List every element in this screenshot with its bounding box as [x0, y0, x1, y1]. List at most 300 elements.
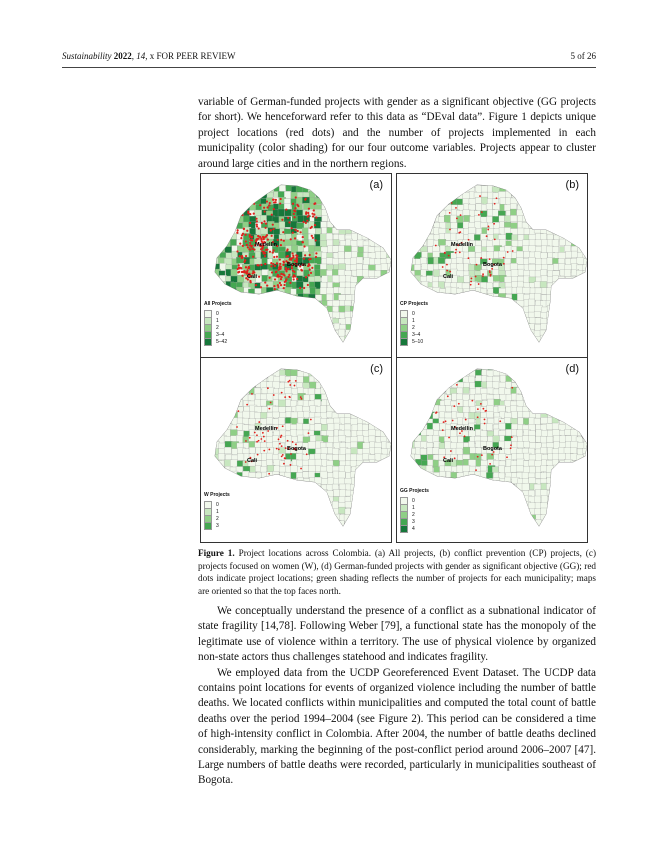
municipality	[529, 365, 535, 371]
municipality	[286, 436, 292, 442]
municipality	[565, 466, 572, 473]
project-dot	[238, 271, 240, 273]
municipality	[230, 491, 238, 498]
municipality	[583, 484, 587, 492]
municipality	[296, 526, 304, 533]
project-dot	[295, 257, 297, 259]
municipality	[304, 519, 311, 525]
municipality	[362, 424, 368, 431]
panel-label-c: (c)	[370, 363, 383, 375]
municipality	[225, 210, 231, 217]
municipality	[524, 527, 531, 533]
municipality	[382, 526, 389, 532]
municipality	[273, 519, 281, 526]
municipality	[218, 460, 224, 468]
municipality	[427, 478, 434, 484]
municipality	[213, 473, 220, 480]
municipality	[564, 269, 570, 276]
municipality	[560, 223, 568, 230]
municipality	[564, 205, 571, 212]
municipality	[432, 277, 438, 283]
municipality	[208, 419, 214, 427]
municipality	[260, 348, 267, 355]
project-dot	[470, 278, 472, 280]
municipality	[542, 210, 549, 217]
municipality	[464, 293, 471, 300]
municipality	[559, 204, 567, 210]
municipality	[244, 513, 252, 521]
municipality	[571, 311, 578, 318]
municipality	[363, 209, 369, 217]
municipality	[351, 186, 357, 194]
municipality	[261, 508, 268, 516]
municipality	[464, 313, 471, 320]
municipality	[457, 507, 464, 513]
municipality	[582, 407, 587, 415]
municipality	[439, 495, 445, 502]
municipality	[214, 400, 221, 407]
municipality	[456, 234, 463, 241]
municipality	[499, 531, 505, 539]
municipality	[219, 399, 226, 405]
municipality	[415, 281, 421, 287]
municipality	[333, 198, 340, 204]
municipality	[576, 490, 583, 496]
municipality	[511, 342, 519, 350]
municipality	[566, 251, 572, 258]
municipality	[564, 330, 571, 338]
municipality	[420, 472, 428, 478]
municipality	[381, 330, 388, 336]
municipality	[571, 288, 579, 295]
municipality	[296, 508, 303, 515]
municipality	[248, 479, 255, 487]
municipality	[273, 349, 280, 356]
project-dot	[459, 432, 461, 434]
municipality	[278, 324, 286, 330]
project-dot	[454, 457, 456, 459]
municipality	[583, 205, 587, 211]
project-dot	[290, 259, 292, 261]
municipality	[356, 472, 363, 480]
municipality	[445, 293, 451, 301]
municipality	[528, 382, 535, 389]
municipality	[440, 324, 446, 332]
municipality	[518, 508, 526, 516]
city-label: Medellin	[255, 426, 278, 432]
municipality	[266, 343, 273, 350]
project-dot	[260, 264, 262, 266]
municipality	[219, 369, 225, 376]
municipality	[408, 187, 414, 195]
municipality	[304, 513, 312, 521]
municipality	[565, 343, 572, 350]
municipality	[351, 215, 357, 223]
municipality	[358, 520, 365, 528]
municipality	[450, 485, 457, 491]
municipality	[518, 371, 524, 378]
legend-title-a: All Projects	[204, 301, 232, 307]
municipality	[236, 491, 242, 499]
municipality	[237, 525, 244, 532]
municipality	[559, 407, 566, 413]
municipality	[516, 317, 523, 323]
municipality	[285, 496, 292, 503]
municipality	[250, 312, 256, 318]
municipality	[463, 497, 470, 504]
municipality	[570, 192, 577, 199]
municipality	[487, 526, 495, 533]
project-dot	[465, 419, 467, 421]
municipality	[499, 251, 506, 258]
municipality	[368, 281, 376, 289]
municipality	[559, 331, 565, 338]
municipality	[450, 306, 458, 313]
municipality	[439, 514, 445, 522]
legend-label: 5–10	[412, 338, 424, 345]
municipality	[577, 424, 584, 431]
municipality	[559, 387, 566, 395]
municipality	[493, 497, 500, 504]
municipality	[404, 413, 412, 419]
municipality	[577, 240, 584, 248]
municipality	[517, 335, 524, 343]
project-dot	[237, 229, 239, 231]
municipality	[534, 222, 540, 230]
municipality	[386, 388, 391, 394]
municipality	[386, 199, 391, 207]
municipality	[475, 300, 481, 308]
municipality	[314, 312, 320, 319]
municipality	[578, 477, 584, 484]
municipality	[518, 329, 525, 336]
project-dot	[266, 200, 268, 202]
municipality	[547, 436, 553, 443]
municipality	[272, 412, 279, 418]
municipality	[267, 509, 275, 516]
municipality	[326, 387, 334, 393]
municipality	[427, 307, 434, 313]
municipality	[254, 508, 261, 515]
municipality	[273, 515, 279, 523]
municipality	[225, 371, 231, 378]
municipality	[410, 179, 418, 186]
project-dot	[240, 237, 242, 239]
municipality	[546, 227, 552, 234]
municipality	[381, 239, 387, 246]
municipality	[338, 187, 345, 194]
municipality	[242, 341, 249, 348]
municipality	[268, 496, 276, 504]
municipality	[212, 405, 219, 413]
municipality	[261, 299, 267, 306]
municipality	[322, 313, 329, 320]
municipality	[427, 204, 435, 212]
project-dot	[494, 238, 496, 240]
municipality	[535, 199, 542, 205]
municipality	[529, 370, 537, 378]
municipality	[566, 209, 573, 217]
municipality	[297, 306, 305, 312]
project-dot	[284, 396, 286, 398]
legend-label: 1	[216, 508, 219, 515]
municipality	[352, 532, 360, 539]
running-header: Sustainability 2022, 14, x FOR PEER REVIEW 5 of 26	[62, 51, 596, 61]
municipality	[426, 531, 434, 538]
municipality	[268, 532, 275, 539]
municipality	[351, 370, 358, 376]
project-dot	[304, 254, 306, 256]
municipality	[530, 203, 538, 210]
municipality	[547, 181, 554, 189]
municipality	[350, 377, 357, 384]
municipality	[326, 288, 333, 294]
municipality	[408, 210, 416, 217]
project-dot	[266, 248, 268, 250]
municipality	[439, 489, 446, 495]
municipality	[279, 343, 287, 349]
municipality	[427, 209, 434, 216]
municipality	[250, 336, 257, 343]
project-dot	[282, 454, 284, 456]
municipality	[363, 228, 369, 236]
municipality	[517, 210, 525, 216]
project-dot	[283, 274, 285, 276]
municipality	[566, 287, 573, 294]
municipality	[213, 419, 220, 425]
municipality	[421, 203, 428, 210]
municipality	[339, 221, 345, 228]
municipality	[444, 515, 451, 522]
municipality	[534, 186, 541, 193]
municipality	[268, 336, 275, 342]
municipality	[248, 395, 255, 401]
municipality	[381, 520, 388, 527]
municipality	[512, 371, 520, 377]
municipality	[505, 348, 512, 356]
municipality	[546, 363, 552, 369]
municipality	[374, 502, 382, 508]
municipality	[230, 460, 237, 467]
project-dot	[287, 276, 289, 278]
paragraph-1-text: variable of German-funded projects with gender as a significant objective (GG projects for short). We henceforward refer to this data as “DEval data”. Figure 1 depicts unique project locations (red dots) and the number of projects implemented in each municipality (color shading) for our four outcome variables. Projects appear to cluster around large cities and in the northern regions.	[198, 96, 596, 170]
municipality	[577, 258, 585, 265]
municipality	[243, 364, 251, 372]
municipality	[414, 394, 421, 401]
municipality	[481, 186, 488, 192]
municipality	[402, 465, 410, 473]
municipality	[564, 300, 570, 307]
municipality	[529, 222, 537, 229]
municipality	[242, 204, 250, 211]
municipality	[267, 179, 274, 186]
municipality	[481, 324, 489, 332]
project-dot	[285, 278, 287, 280]
project-dot	[308, 432, 310, 434]
municipality	[547, 306, 554, 312]
project-dot	[309, 254, 311, 256]
municipality	[208, 425, 215, 433]
municipality	[340, 393, 346, 399]
municipality	[220, 479, 228, 486]
municipality	[357, 187, 365, 194]
municipality	[321, 527, 328, 535]
municipality	[387, 293, 391, 299]
municipality	[315, 502, 321, 509]
municipality	[427, 395, 435, 403]
project-dot	[272, 224, 274, 226]
municipality	[224, 382, 230, 388]
municipality	[458, 370, 466, 377]
municipality	[582, 325, 587, 333]
municipality	[583, 319, 587, 326]
municipality	[376, 376, 383, 383]
municipality	[571, 375, 579, 382]
municipality	[420, 478, 428, 485]
municipality	[352, 294, 358, 301]
municipality	[456, 288, 462, 296]
municipality	[583, 216, 587, 223]
municipality	[547, 342, 555, 349]
municipality	[352, 300, 359, 307]
municipality	[492, 503, 499, 511]
legend-label: 3–4	[412, 331, 421, 338]
municipality	[462, 180, 469, 186]
municipality	[439, 331, 447, 337]
municipality	[481, 479, 489, 486]
municipality	[560, 400, 568, 408]
municipality	[314, 484, 321, 492]
municipality	[387, 454, 391, 460]
municipality	[219, 217, 227, 223]
municipality	[528, 336, 535, 343]
municipality	[219, 389, 225, 397]
municipality	[446, 331, 454, 337]
municipality	[242, 471, 249, 479]
municipality	[440, 347, 448, 354]
project-dot	[286, 256, 288, 258]
municipality	[410, 198, 416, 205]
municipality	[242, 519, 249, 525]
municipality	[298, 348, 306, 355]
legend-label: 0	[216, 310, 219, 317]
municipality	[463, 508, 471, 515]
project-dot	[292, 441, 294, 443]
municipality	[381, 288, 388, 296]
municipality	[422, 264, 428, 271]
municipality	[481, 521, 487, 528]
municipality	[232, 365, 239, 372]
municipality	[322, 276, 329, 283]
municipality	[486, 424, 492, 431]
legend-swatch	[400, 338, 408, 346]
municipality	[559, 301, 566, 307]
municipality	[338, 435, 346, 441]
municipality	[332, 269, 338, 275]
municipality	[558, 394, 566, 401]
city-label: Bogota	[287, 262, 306, 268]
municipality	[231, 527, 238, 533]
project-dot	[312, 215, 314, 217]
municipality	[577, 193, 584, 200]
municipality	[297, 342, 305, 349]
municipality	[469, 472, 475, 479]
municipality	[565, 192, 571, 200]
header-rule	[62, 67, 596, 68]
municipality	[314, 347, 320, 353]
project-dot	[256, 224, 258, 226]
municipality	[213, 293, 219, 300]
city-label: Bogota	[287, 446, 306, 452]
municipality	[344, 205, 351, 212]
municipality	[421, 221, 428, 227]
project-dot	[490, 274, 492, 276]
municipality	[433, 489, 440, 496]
municipality	[364, 514, 371, 521]
municipality	[339, 383, 346, 390]
project-dot	[251, 239, 253, 241]
municipality	[267, 489, 274, 496]
municipality	[261, 484, 267, 492]
municipality	[475, 490, 482, 496]
project-dot	[256, 225, 258, 227]
project-dot	[312, 237, 314, 239]
municipality	[339, 377, 346, 385]
municipality	[387, 467, 391, 474]
municipality	[427, 370, 435, 377]
municipality	[486, 513, 493, 520]
municipality	[415, 424, 421, 431]
project-dot	[284, 457, 286, 459]
municipality	[518, 496, 526, 503]
municipality	[506, 485, 513, 492]
municipality	[356, 282, 362, 288]
project-dot	[245, 234, 247, 236]
project-dot	[486, 235, 488, 237]
municipality	[534, 389, 542, 396]
municipality	[314, 532, 321, 539]
municipality	[493, 520, 499, 527]
project-dot	[258, 276, 260, 278]
municipality	[433, 496, 441, 502]
municipality	[388, 318, 391, 325]
municipality	[566, 317, 573, 325]
municipality	[402, 389, 409, 396]
municipality	[553, 185, 560, 191]
project-dot	[291, 227, 293, 229]
municipality	[213, 193, 221, 201]
municipality	[462, 319, 469, 326]
municipality	[583, 497, 587, 504]
municipality	[357, 193, 363, 201]
municipality	[541, 495, 547, 503]
municipality	[279, 311, 285, 318]
municipality	[547, 331, 555, 338]
municipality	[547, 198, 554, 205]
municipality	[529, 348, 535, 355]
municipality	[237, 275, 245, 283]
municipality	[370, 467, 377, 474]
municipality	[493, 478, 500, 485]
municipality	[248, 300, 255, 306]
municipality	[547, 215, 553, 222]
municipality	[279, 490, 286, 497]
municipality	[356, 478, 362, 485]
municipality	[388, 401, 391, 409]
municipality	[381, 508, 388, 514]
municipality	[320, 495, 328, 503]
municipality	[232, 496, 239, 504]
